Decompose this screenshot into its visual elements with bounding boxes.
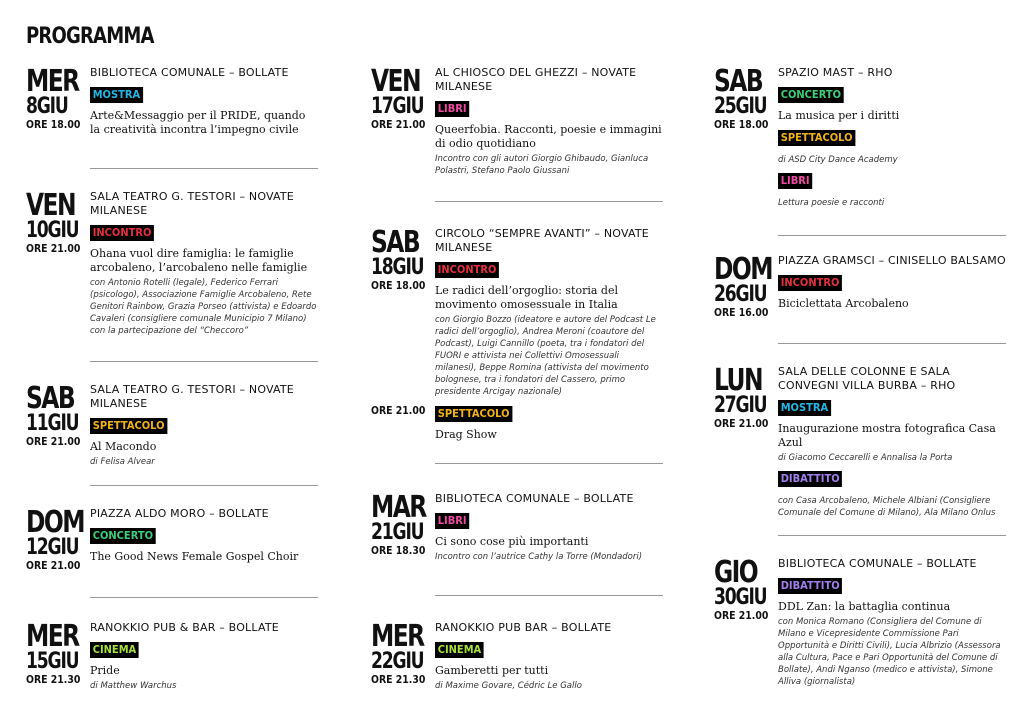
event-body: [435, 492, 663, 563]
divider-line: [90, 361, 318, 362]
divider-line: [435, 201, 663, 202]
category-badge: INCONTRO: [778, 275, 842, 291]
event-venue: PIAZZA GRAMSCI – CINISELLO BALSAMO: [778, 254, 1006, 267]
divider-line: [778, 235, 1006, 236]
event-date: [26, 505, 86, 572]
category-row: [435, 94, 663, 123]
event-credits: di Giacomo Ceccarelli e Annalisa la Porta: [778, 453, 953, 463]
event-time: ORE 18.30: [371, 544, 426, 557]
event-weekday: SAB: [714, 64, 763, 99]
divider-line: [435, 595, 663, 596]
event-credits: di Felisa Alvear: [90, 457, 155, 467]
event-venue: RANOKKIO PUB & BAR – BOLLATE: [90, 621, 279, 634]
event-time: ORE 21.30: [26, 673, 81, 686]
event-date: [371, 619, 431, 686]
event-venue: RANOKKIO PUB BAR – BOLLATE: [435, 621, 612, 634]
divider-line: [435, 463, 663, 464]
event-date: [371, 404, 431, 417]
event-credits: di Maxime Govare, Cédric Le Gallo: [435, 681, 582, 691]
event-daynum: 8GIU: [26, 94, 68, 119]
category-row: [778, 393, 1006, 422]
event-venue: SPAZIO MAST – RHO: [778, 66, 893, 79]
event-daynum: 11GIU: [26, 411, 79, 436]
divider-line: [778, 535, 1006, 536]
divider-line: [778, 343, 1006, 344]
event-weekday: DOM: [26, 505, 84, 540]
event-time: ORE 18.00: [714, 118, 769, 131]
event-credits: con Giorgio Bozzo (ideatore e autore del Podcast Le radici dell’orgoglio), Andrea Meroni (coautore del Podcast), Luigi Cannillo (poeta, tra i fondatori del FUORI e attivista nei Collettivi Omosessuali milanesi), Beppe Romina (attivista del movimento bolognese, tra i fondatori del Cassero, primo presidente Arcigay nazionale): [435, 315, 656, 397]
event-credits: di ASD City Dance Academy: [778, 155, 898, 165]
event-title: Inaugurazione mostra fotografica Casa Azul: [778, 422, 996, 449]
event-weekday: MER: [26, 64, 79, 99]
event-venue: SALA TEATRO G. TESTORI – NOVATE MILANESE: [90, 190, 294, 217]
event-daynum: 10GIU: [26, 218, 79, 243]
divider-line: [90, 485, 318, 486]
event-weekday: SAB: [26, 381, 75, 416]
event-title: Ohana vuol dire famiglia: le famiglie arcobaleno, l’arcobaleno nelle famiglie: [90, 247, 308, 274]
event-date: [371, 225, 431, 292]
event-title: Gamberetti per tutti: [435, 664, 549, 677]
category-badge: LIBRI: [435, 101, 469, 117]
event-credits: di Matthew Warchus: [90, 681, 177, 691]
event-body: [90, 621, 318, 692]
event-date: [714, 64, 774, 131]
event-daynum: 26GIU: [714, 282, 767, 307]
event-venue: AL CHIOSCO DEL GHEZZI – NOVATE MILANESE: [435, 66, 637, 93]
event-daynum: 17GIU: [371, 94, 424, 119]
event-title: DDL Zan: la battaglia continua: [778, 600, 951, 613]
event-date: [26, 619, 86, 686]
event-body: [435, 621, 663, 692]
category-row: [778, 166, 1006, 195]
divider-line: [90, 597, 318, 598]
event-weekday: VEN: [371, 64, 421, 99]
event-title: Le radici dell’orgoglio: storia del movimento omosessuale in Italia: [435, 284, 618, 311]
event-credits: Lettura poesie e racconti: [778, 198, 885, 208]
event-weekday: GIO: [714, 555, 758, 590]
event-credits: con Antonio Rotelli (legale), Federico Ferrari (psicologo), Associazione Famiglie Arcobaleno, Rete Genitori Rainbow, Grazia Porseo (attivista) e Edoardo Cavaleri (consigliere comunale Municipio 7 Milano) con la partecipazione del “Checcoro”: [90, 278, 317, 336]
event-title: Biciclettata Arcobaleno: [778, 297, 909, 310]
event-time: ORE 21.00: [714, 609, 769, 622]
event-body: [90, 190, 318, 337]
event-title: Queerfobia. Racconti, poesie e immagini di odio quotidiano: [435, 123, 662, 150]
event-weekday: DOM: [714, 252, 772, 287]
category-row: [778, 268, 1006, 297]
event-body: [435, 66, 663, 177]
event-body: [90, 507, 318, 564]
event-time: ORE 21.00: [371, 118, 426, 131]
event-weekday: MAR: [371, 490, 426, 525]
event-body: [778, 254, 1006, 311]
category-badge: CONCERTO: [90, 528, 156, 544]
category-row: [90, 411, 318, 440]
event-body: [435, 402, 663, 442]
event-venue: CIRCOLO “SEMPRE AVANTI” – NOVATE MILANESE: [435, 227, 649, 254]
category-badge: INCONTRO: [90, 225, 154, 241]
event-title: Pride: [90, 664, 120, 677]
category-row: [90, 80, 318, 109]
category-badge: SPETTACOLO: [778, 130, 855, 146]
event-venue: BIBLIOTECA COMUNALE – BOLLATE: [435, 492, 634, 505]
category-row: [778, 571, 1006, 600]
event-title: The Good News Female Gospel Choir: [90, 550, 299, 563]
event-venue: PIAZZA ALDO MORO – BOLLATE: [90, 507, 269, 520]
category-row: [90, 218, 318, 247]
event-body: [90, 66, 318, 137]
event-date: [26, 64, 86, 131]
event-title: Ci sono cose più importanti: [435, 535, 589, 548]
event-time: ORE 21.00: [714, 417, 769, 430]
event-time: ORE 18.00: [371, 279, 426, 292]
event-weekday: VEN: [26, 188, 76, 223]
event-time: ORE 21.00: [371, 404, 426, 417]
event-time: ORE 21.00: [26, 559, 81, 572]
event-date: [26, 188, 86, 255]
event-credits: Incontro con l’autrice Cathy la Torre (Mondadori): [435, 552, 643, 562]
event-body: [778, 365, 1006, 519]
category-row: [778, 80, 1006, 109]
event-date: [26, 381, 86, 448]
category-badge: INCONTRO: [435, 262, 499, 278]
event-body: [435, 227, 663, 398]
event-body: [778, 66, 1006, 209]
category-row: [435, 402, 663, 428]
page-title: PROGRAMMA: [26, 24, 154, 49]
category-row: [90, 521, 318, 550]
category-row: [435, 635, 663, 664]
event-daynum: 22GIU: [371, 649, 424, 674]
event-date: [714, 252, 774, 319]
event-weekday: MER: [26, 619, 79, 654]
event-time: ORE 18.00: [26, 118, 81, 131]
event-date: [714, 363, 774, 430]
event-weekday: SAB: [371, 225, 420, 260]
event-date: [371, 490, 431, 557]
event-daynum: 15GIU: [26, 649, 79, 674]
event-body: [90, 383, 318, 468]
event-body: [778, 557, 1006, 688]
category-badge: CONCERTO: [778, 87, 844, 103]
event-daynum: 12GIU: [26, 535, 79, 560]
event-title: La musica per i diritti: [778, 109, 900, 122]
event-daynum: 21GIU: [371, 520, 424, 545]
category-badge: CINEMA: [435, 642, 484, 658]
event-credits: Incontro con gli autori Giorgio Ghibaudo, Gianluca Polastri, Stefano Paolo Giussani: [435, 154, 649, 176]
category-row: [90, 635, 318, 664]
event-credits: con Monica Romano (Consigliera del Comune di Milano e Vicepresidente Commissione Pari Opportunità e Diritti Civili), Lucia Albrizio (Assessora alla Cultura, Pace e Pari Opportunità del Comune di Bollate), Andi Nganso (medico e attivista), Simone Alliva (giornalista): [778, 617, 1001, 687]
divider-line: [90, 168, 318, 169]
category-badge: CINEMA: [90, 642, 139, 658]
event-date: [371, 64, 431, 131]
event-daynum: 30GIU: [714, 585, 767, 610]
event-weekday: MER: [371, 619, 424, 654]
event-date: [714, 555, 774, 622]
event-time: ORE 21.00: [26, 435, 81, 448]
category-badge: SPETTACOLO: [435, 406, 512, 422]
category-badge: MOSTRA: [778, 400, 831, 416]
category-badge: LIBRI: [778, 173, 812, 189]
event-daynum: 27GIU: [714, 393, 767, 418]
event-daynum: 18GIU: [371, 255, 424, 280]
event-time: ORE 16.00: [714, 306, 769, 319]
event-time: ORE 21.00: [26, 242, 81, 255]
event-venue: SALA DELLE COLONNE E SALA CONVEGNI VILLA BURBA – RHO: [778, 365, 956, 392]
event-title: Drag Show: [435, 428, 497, 441]
event-venue: SALA TEATRO G. TESTORI – NOVATE MILANESE: [90, 383, 294, 410]
event-weekday: LUN: [714, 363, 762, 398]
category-row: [435, 255, 663, 284]
category-badge: SPETTACOLO: [90, 418, 167, 434]
event-credits: con Casa Arcobaleno, Michele Albiani (Consigliere Comunale del Comune di Milano), Ala Milano Onlus: [778, 496, 996, 518]
event-venue: BIBLIOTECA COMUNALE – BOLLATE: [90, 66, 289, 79]
category-row: [778, 464, 1006, 493]
category-badge: LIBRI: [435, 513, 469, 529]
event-venue: BIBLIOTECA COMUNALE – BOLLATE: [778, 557, 977, 570]
category-badge: MOSTRA: [90, 87, 143, 103]
event-title: Al Macondo: [90, 440, 157, 453]
event-time: ORE 21.30: [371, 673, 426, 686]
category-row: [435, 506, 663, 535]
category-row: [778, 123, 1006, 152]
event-daynum: 25GIU: [714, 94, 767, 119]
event-title: Arte&Messaggio per il PRIDE, quando la creatività incontra l’impegno civile: [90, 109, 306, 136]
category-badge: DIBATTITO: [778, 578, 842, 594]
category-badge: DIBATTITO: [778, 471, 842, 487]
